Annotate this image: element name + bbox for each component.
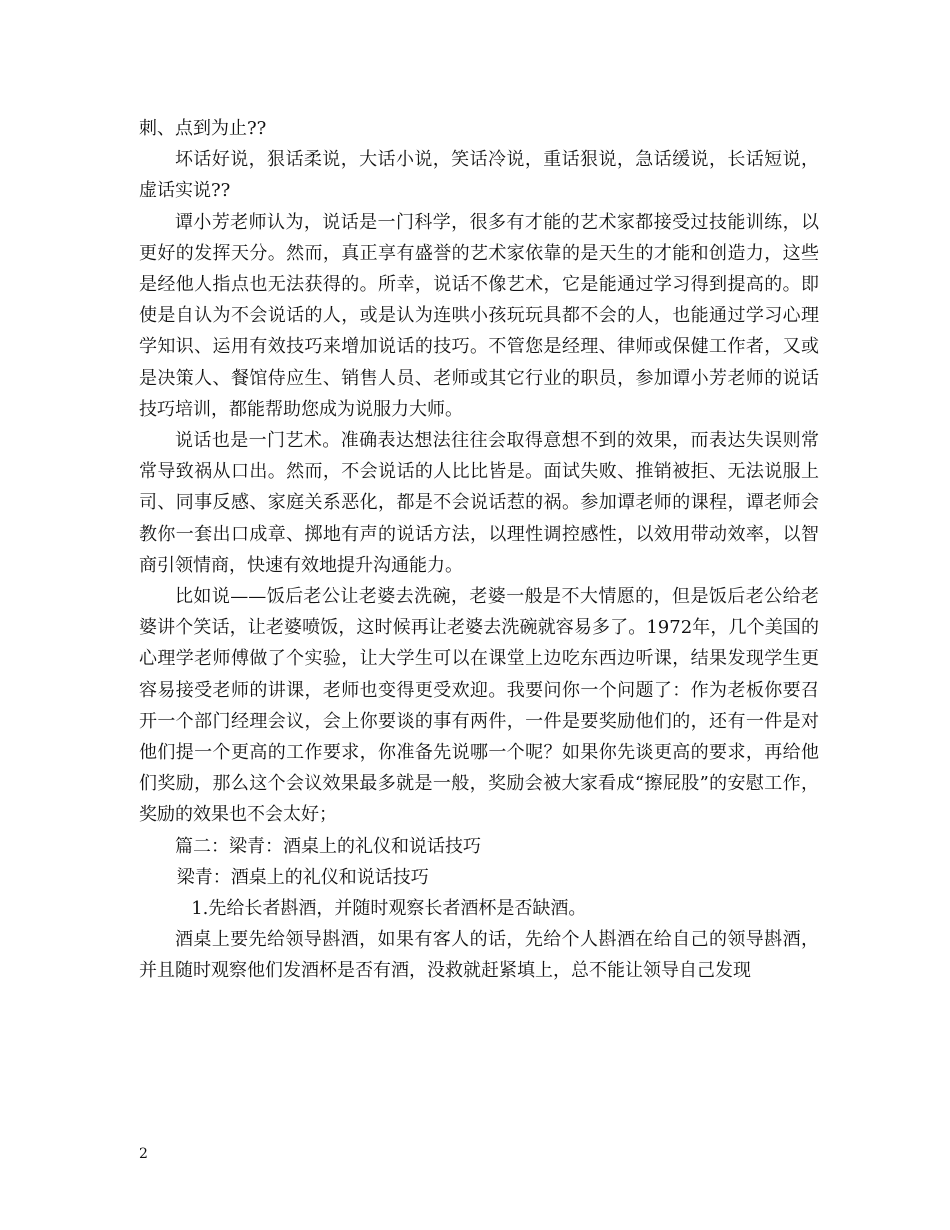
paragraph-continuation: 刺、点到为止??: [139, 118, 267, 139]
page-number: 2: [139, 1146, 148, 1162]
paragraph-speaking-art: 说话也是一门艺术。准确表达想法往往会取得意想不到的效果，而表达失误则常常导致祸从口出。然而，不会说话的人比比皆是。面试失败、推销被拒、无法说服上司、同事反感、家庭关系恶化，都是不会说话惹的祸。参加谭老师的课程，谭老师会教你一套出口成章、掷地有声的说话方法，以理性调控感性，以效用带动效率，以智商引领情商，快速有效地提升沟通能力。: [139, 430, 819, 576]
section-subtitle: 梁青：酒桌上的礼仪和说话技巧: [176, 866, 429, 888]
document-body: [139, 113, 819, 987]
list-item: 1.先给长者斟酒，并随时观察长者酒杯是否缺酒。: [191, 898, 587, 920]
paragraph-example: 比如说——饭后老公让老婆去洗碗，老婆一般是不大情愿的，但是饭后老公给老婆讲个笑话，让老婆喷饭，这时候再让老婆去洗碗就容易多了。1972年，几个美国的心理学老师傅做了个实验，让大学生可以在课堂上边吃东西边听课，结果发现学生更容易接受老师的讲课，老师也变得更受欢迎。我要问你一个问题了：作为老板你要召开一个部门经理会议，会上你要谈的事有两件，一件是要奖励他们的，还有一件是对他们提一个更高的工作要求，你准备先说哪一个呢？如果你先谈更高的要求，再给他们奖励，那么这个会议效果最多就是一般，奖励会被大家看成“擦屁股”的安慰工作，奖励的效果也不会太好；: [139, 586, 819, 826]
paragraph-speaking-rules: 坏话好说，狠话柔说，大话小说，笑话冷说，重话狠说，急话缓说，长话短说，虚话实说??: [139, 149, 819, 202]
paragraph-toasting: 酒桌上要先给领导斟酒，如果有客人的话，先给个人斟酒在给自己的领导斟酒，并且随时观察他们发酒杯是否有酒，没救就赶紧填上，总不能让领导自己发现: [139, 929, 819, 982]
section-heading: 篇二：梁青：酒桌上的礼仪和说话技巧: [175, 835, 481, 857]
paragraph-speaking-science: 谭小芳老师认为，说话是一门科学，很多有才能的艺术家都接受过技能训练，以更好的发挥天分。然而，真正享有盛誉的艺术家依靠的是天生的才能和创造力，这些是经他人指点也无法获得的。所幸，说话不像艺术，它是能通过学习得到提高的。即使是自认为不会说话的人，或是认为连哄小孩玩玩具都不会的人，也能通过学习心理学知识、运用有效技巧来增加说话的技巧。不管您是经理、律师或保健工作者，又或是决策人、餐馆侍应生、销售人员、老师或其它行业的职员，参加谭小芳老师的说话技巧培训，都能帮助您成为说服力大师。: [139, 211, 819, 420]
